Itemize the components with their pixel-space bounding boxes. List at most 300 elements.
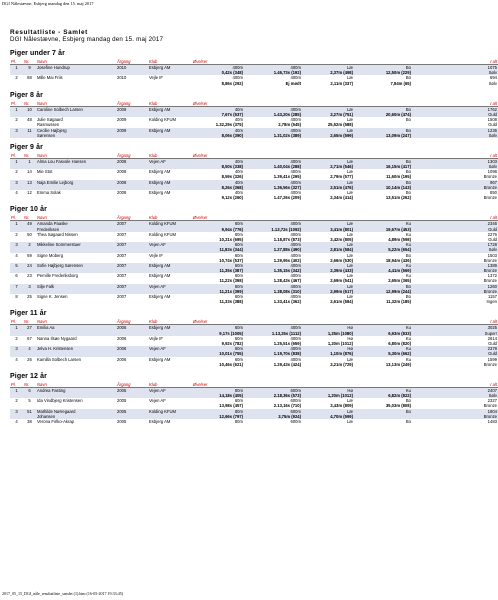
club-name: Esbjerg AM xyxy=(148,106,192,112)
club-name: Esbjerg AM xyxy=(149,419,171,424)
athlete-name: Amanda Paaske xyxy=(36,221,116,227)
event-cell: 1.33,41s (362) xyxy=(273,299,301,305)
total-points: 2614 xyxy=(487,335,497,341)
total-points: 1260 xyxy=(458,284,498,289)
event-cell: 2,99m (617) xyxy=(302,289,354,294)
event-cell: 10,74s (537) xyxy=(219,257,243,263)
club-name: Kolding KFUM xyxy=(148,221,192,227)
event-cell: 1,20m (1012) xyxy=(327,340,353,346)
event-cell: 0,42s (348) xyxy=(192,70,244,75)
results-table xyxy=(10,319,498,367)
event-cell: 400m xyxy=(244,263,302,268)
birth-year: 2010 xyxy=(117,75,127,81)
birth-year: 2007 xyxy=(116,263,148,268)
event-cell: 40m xyxy=(192,158,244,164)
event-cell: 400m xyxy=(244,284,302,289)
event-cell: Læ xyxy=(346,356,353,362)
event-cell: 13,98s (457) xyxy=(219,403,243,409)
total-points: 1508 xyxy=(487,117,497,123)
column-header: Øvelser xyxy=(192,101,244,107)
event-cell: Bo xyxy=(405,117,411,123)
placement: 1 xyxy=(10,387,23,393)
event-cell: 11,33s (388) xyxy=(219,299,243,305)
page-subtitle: DGI Nålestævne, Esbjerg mandag den 15. maj 2017 xyxy=(10,36,164,43)
athlete-name-cont: Rasmussen xyxy=(37,122,60,128)
event-cell: 8,59s (326) xyxy=(221,174,243,180)
medal-label: Bronze xyxy=(483,174,497,180)
placement: 1 xyxy=(10,65,23,71)
event-cell: 400m xyxy=(244,106,302,112)
birth-year: 2008 xyxy=(116,158,148,164)
event-cell: 1.43,20s (285) xyxy=(244,112,302,117)
bib-number: 26 xyxy=(27,356,32,362)
column-header: I alt xyxy=(458,153,498,159)
bib-number: 12 xyxy=(27,190,32,195)
total-points: 1236 xyxy=(458,128,498,133)
placement: 3 xyxy=(10,128,23,133)
athlete-name-cont: Sørensen xyxy=(36,133,116,138)
event-cell: 1.28,43s (467) xyxy=(273,278,301,284)
column-header: Navn xyxy=(36,101,116,107)
bib-number: 14 xyxy=(27,169,32,175)
event-cell: 400m xyxy=(244,180,302,185)
athlete-name: Ida Vindbjerg Kristensen xyxy=(37,398,83,404)
column-header: Pl. xyxy=(10,382,23,388)
total-points: 1389 xyxy=(458,263,498,268)
placement: 3 xyxy=(10,242,23,247)
event-cell: 7,67s (537) xyxy=(192,112,244,117)
event-cell: 1,20m (1012) xyxy=(302,393,354,398)
medal-label: Bronze xyxy=(483,361,497,367)
bib-number: 11 xyxy=(23,128,36,133)
event-cell: 400m xyxy=(192,65,244,71)
total-points: 2407 xyxy=(458,387,498,393)
bib-number: 5 xyxy=(28,398,31,404)
event-cell: 400m xyxy=(290,231,301,237)
event-cell: 1.19,70s (838) xyxy=(244,351,302,356)
event-cell: 9,17s (1005) xyxy=(192,331,244,336)
event-cell: 10,21s (695) xyxy=(219,236,243,242)
athlete-name: Josefine Hundrup xyxy=(36,65,116,71)
event-cell: 1,25m (1080) xyxy=(302,331,354,336)
results-table xyxy=(10,153,498,201)
birth-year: 2009 xyxy=(116,106,148,112)
event-cell: Ku xyxy=(354,221,412,227)
athlete-name-cont xyxy=(36,81,116,86)
section-title: Piger 11 år xyxy=(10,310,47,318)
column-header: Pl. xyxy=(10,319,23,325)
event-cell: 40m xyxy=(192,106,244,112)
event-cell: Ej mødt xyxy=(285,80,301,86)
event-cell: 60m xyxy=(234,398,243,404)
event-cell: 11,35s (387) xyxy=(192,268,244,273)
club-name: Kolding KFUM xyxy=(148,409,192,414)
bib-number: 3 xyxy=(23,284,36,289)
athlete-name: Mikkeline Sommerstuer xyxy=(36,242,116,247)
total-points: 3025 xyxy=(458,325,498,331)
medal-label: Bronze xyxy=(483,257,497,263)
athlete-name-cont xyxy=(36,424,116,429)
birth-year: 2008 xyxy=(117,169,127,175)
athlete-name: Emma Solak xyxy=(37,190,61,195)
event-cell: 400m xyxy=(290,75,301,81)
bib-number: 68 xyxy=(27,75,32,81)
event-cell: 80m xyxy=(192,387,244,393)
event-cell: 12,66s (797) xyxy=(192,414,244,419)
event-cell: Ku xyxy=(405,231,411,237)
athlete-name: Naja Emilie Lejborg xyxy=(36,180,116,185)
event-cell: 60m xyxy=(192,284,244,289)
medal-label: Sølv xyxy=(458,393,498,398)
event-cell: Bo xyxy=(405,169,411,175)
event-cell: Læ xyxy=(346,252,353,258)
column-header: Klub xyxy=(148,153,192,159)
column-header: Årgang xyxy=(116,319,148,325)
event-cell: 2,66m (530) xyxy=(330,257,353,263)
event-cell: 2,34m (414) xyxy=(330,195,353,201)
event-cell: Læ xyxy=(346,398,353,404)
birth-year: 2005 xyxy=(117,398,127,404)
column-header: Årgang xyxy=(116,153,148,159)
club-name: Esbjerg AM xyxy=(149,294,171,299)
event-cell: 60m xyxy=(234,273,243,279)
athlete-name: Nanna Ilsøe Nygaard xyxy=(37,335,77,341)
athlete-name-cont xyxy=(36,362,116,367)
event-cell: 2,79m (577) xyxy=(330,174,353,180)
birth-year: 2007 xyxy=(117,273,127,279)
event-cell: 1.31,02s (389) xyxy=(244,133,302,138)
event-cell: 60m xyxy=(192,346,244,351)
total-points: 967 xyxy=(458,180,498,185)
medal-label: Guld xyxy=(458,227,498,232)
bib-number: 48 xyxy=(27,117,32,123)
event-cell: 11,60m (195) xyxy=(386,174,411,180)
bib-number: 38 xyxy=(27,419,32,424)
event-cell: 400m xyxy=(244,128,302,133)
section-0 xyxy=(10,50,497,86)
club-name: Esbjerg AM xyxy=(148,65,192,71)
event-cell xyxy=(354,424,412,429)
event-cell: 5,22m (654) xyxy=(354,247,412,252)
column-header: Årgang xyxy=(116,101,148,107)
total-points: 1303 xyxy=(458,158,498,164)
event-cell: Læ xyxy=(346,273,353,279)
total-points: 1762 xyxy=(458,106,498,112)
club-name: Vejen AF xyxy=(148,242,192,247)
event-cell: Læ xyxy=(302,65,354,71)
column-header: Årgang xyxy=(116,382,148,388)
total-points: 850 xyxy=(490,190,497,195)
event-cell: 400m xyxy=(290,252,301,258)
event-cell: 1.13,72s (1092) xyxy=(244,227,302,232)
medal-label: Bronze xyxy=(483,195,497,201)
column-header: Navn xyxy=(36,382,116,388)
medal-label xyxy=(458,424,498,429)
athlete-name: Sofie Højbjerg Sørensen xyxy=(36,263,116,268)
athlete-name: Mathilde Nørregaard xyxy=(36,409,116,414)
event-cell: 13,09m (247) xyxy=(354,133,412,138)
event-cell: Ku xyxy=(354,387,412,393)
event-cell: 8,06s (390) xyxy=(192,133,244,138)
event-cell: Hø xyxy=(302,387,354,393)
column-header: Nr. xyxy=(23,101,36,107)
event-cell: 60m xyxy=(234,335,243,341)
event-cell: 11,32m (185) xyxy=(386,299,411,305)
event-cell: 2,61m (584) xyxy=(330,299,353,305)
event-cell: 1.32,29s (375) xyxy=(215,122,243,128)
event-cell: Ku xyxy=(354,242,412,247)
event-cell: 40m xyxy=(192,128,244,133)
column-header: Navn xyxy=(36,319,116,325)
club-name: Vejen AF xyxy=(148,158,192,164)
club-name: Esbjerg AM xyxy=(149,169,171,175)
event-cell: 2,65m (599) xyxy=(302,133,354,138)
placement: 2 xyxy=(15,75,18,81)
athlete-name: Silje Falk xyxy=(36,284,116,289)
event-cell: 2,78m (545) xyxy=(278,122,301,128)
bib-number: 24 xyxy=(23,263,36,268)
event-cell: Hø xyxy=(302,325,354,331)
birth-year: 2010 xyxy=(116,65,148,71)
athlete-name: Signe K. Jensen xyxy=(37,294,68,299)
event-cell: 10,14m (143) xyxy=(354,185,412,190)
table-row xyxy=(10,195,498,200)
event-cell: Læ xyxy=(346,231,353,237)
event-cell: 2,51m (476) xyxy=(302,185,354,190)
medal-label: Bronze xyxy=(458,289,498,294)
event-cell: 60m xyxy=(192,263,244,268)
event-cell: 10,01s (755) xyxy=(192,351,244,356)
club-name: Vejle IF xyxy=(149,252,163,258)
page-title: Resultatliste - Samlet xyxy=(10,29,88,36)
total-points: 1372 xyxy=(487,273,497,279)
bib-number: 50 xyxy=(27,231,32,237)
placement: 2 xyxy=(15,335,18,341)
column-header: Pl. xyxy=(10,59,23,65)
birth-year: 2008 xyxy=(117,190,127,195)
placement: 1 xyxy=(10,325,23,331)
placement: 3 xyxy=(10,409,23,414)
birth-year: 2006 xyxy=(117,335,127,341)
athlete-name: Kamilla Solbech Larsen xyxy=(37,356,81,362)
event-cell: Læ xyxy=(302,242,354,247)
event-cell: 40m xyxy=(192,180,244,185)
event-cell: Bo xyxy=(354,284,412,289)
event-cell: 6,80m (820) xyxy=(388,340,411,346)
column-header: I alt xyxy=(458,59,498,65)
birth-year: 2006 xyxy=(116,346,148,351)
placement: 2 xyxy=(15,117,18,123)
placement: 3 xyxy=(10,346,23,351)
total-points: 2327 xyxy=(487,398,497,404)
column-header: Nr. xyxy=(23,215,36,221)
athlete-name: Mille Mai Friis xyxy=(37,75,63,81)
column-header: Navn xyxy=(36,59,116,65)
total-points: 2378 xyxy=(458,346,498,351)
event-cell: 400m xyxy=(232,75,243,81)
event-cell: Læ xyxy=(346,169,353,175)
placement: 3 xyxy=(10,180,23,185)
event-cell: 35,03m (808) xyxy=(385,403,411,409)
event-cell: 80m xyxy=(234,419,243,424)
medal-label: Bronze xyxy=(483,403,497,409)
column-header: Øvelser xyxy=(192,319,244,325)
club-name: Esbjerg AM xyxy=(148,128,192,133)
event-cell: 9,12s (260) xyxy=(221,195,243,201)
event-cell: 60m xyxy=(234,356,243,362)
event-cell: Bo xyxy=(354,128,412,133)
total-points: 2346 xyxy=(458,221,498,227)
column-header: Øvelser xyxy=(192,382,244,388)
table-row xyxy=(10,81,498,86)
event-cell: 9,92s (782) xyxy=(221,340,243,346)
event-cell: Læ xyxy=(346,294,353,299)
event-cell: 2.18,36s (573) xyxy=(244,393,302,398)
event-cell xyxy=(244,424,302,429)
placement: 2 xyxy=(15,398,18,404)
section-1 xyxy=(10,91,497,138)
event-cell: Bo xyxy=(405,190,411,195)
table-row xyxy=(10,299,498,304)
column-header: Pl. xyxy=(10,215,23,221)
bib-number: 69 xyxy=(27,252,32,258)
event-cell: 400m xyxy=(244,65,302,71)
athlete-name-cont xyxy=(36,195,116,200)
athlete-name: Caroline Solbech Larsen xyxy=(36,106,116,112)
placement: 7 xyxy=(10,284,23,289)
column-header: Årgang xyxy=(116,59,148,65)
event-cell: 25,52m (588) xyxy=(327,122,353,128)
birth-year: 2007 xyxy=(117,252,127,258)
athlete-name: Jelva H. Kristensen xyxy=(36,346,116,351)
club-name: Vejle IF xyxy=(149,335,163,341)
club-name: Esbjerg AM xyxy=(149,273,171,279)
event-cell: 400m xyxy=(290,335,301,341)
birth-year: 2005 xyxy=(116,409,148,414)
event-cell: 10,46s (621) xyxy=(219,361,243,367)
event-cell: 400m xyxy=(290,117,301,123)
bib-number: 6 xyxy=(23,387,36,393)
placement: 1 xyxy=(10,221,23,227)
medal-label: Guld xyxy=(488,340,497,346)
event-cell: 14,18s (405) xyxy=(192,393,244,398)
event-cell: 3,21m (729) xyxy=(330,361,353,367)
event-cell: 1.13,25s (1112) xyxy=(244,331,302,336)
athlete-name: Cecilie Højbjerg xyxy=(36,128,116,133)
column-header: Årgang xyxy=(116,215,148,221)
event-cell: Læ xyxy=(302,158,354,164)
event-cell: 40m xyxy=(234,190,243,195)
event-cell: Læ xyxy=(302,180,354,185)
event-cell: 12,99m (244) xyxy=(354,289,412,294)
event-cell: Læ xyxy=(302,221,354,227)
event-cell: 600m xyxy=(244,409,302,414)
club-name: Esbjerg AM xyxy=(148,325,192,331)
event-cell: 2,37m (498) xyxy=(302,70,354,75)
event-cell: 1.38,08s (310) xyxy=(244,289,302,294)
table-row xyxy=(10,424,498,429)
event-cell: 80m xyxy=(192,409,244,414)
birth-year: 2009 xyxy=(117,117,127,123)
event-cell: 3,41m (801) xyxy=(302,227,354,232)
bib-number: 25 xyxy=(27,294,32,299)
event-cell: 3,75m (924) xyxy=(244,414,302,419)
athlete-name: Julie Søgaard xyxy=(37,117,63,123)
birth-year: 2006 xyxy=(117,356,127,362)
club-name: Vejen AF xyxy=(148,387,192,393)
event-cell: 12,50m (229) xyxy=(354,70,412,75)
event-cell: 60m xyxy=(234,252,243,258)
section-title: Piger 10 år xyxy=(10,206,47,214)
event-cell: Hø xyxy=(347,335,353,341)
club-name: Kolding KFUM xyxy=(149,231,176,237)
section-title: Piger under 7 år xyxy=(10,50,65,57)
event-cell: 1.46,73s (192) xyxy=(244,70,302,75)
event-cell: 1.18,87s (873) xyxy=(273,236,301,242)
event-cell: 13,51m (262) xyxy=(385,195,411,201)
bib-number: 27 xyxy=(23,325,36,331)
column-header: Nr. xyxy=(23,59,36,65)
event-cell: 1.36,56s (327) xyxy=(244,185,302,190)
event-cell: 13,13m (249) xyxy=(385,361,411,367)
birth-year: 2008 xyxy=(116,180,148,185)
bib-number: 51 xyxy=(23,409,36,414)
club-name: Vejen AF xyxy=(149,398,166,404)
event-cell: Læ xyxy=(302,106,354,112)
event-cell: 2,39m (433) xyxy=(302,268,354,273)
event-cell: 8,26s (368) xyxy=(192,185,244,190)
column-header: I alt xyxy=(458,101,498,107)
total-points: 1483 xyxy=(487,419,497,424)
event-cell: 3,27m (751) xyxy=(302,112,354,117)
section-title: Piger 12 år xyxy=(10,372,47,380)
total-points: 694 xyxy=(490,75,497,81)
event-cell: 600m xyxy=(290,419,301,424)
column-header: Øvelser xyxy=(192,153,244,159)
event-cell: 40m xyxy=(234,117,243,123)
athlete-name-cont: Frederiksen xyxy=(36,227,116,232)
event-cell: 2.13,16s (710) xyxy=(273,403,301,409)
event-cell: Bo xyxy=(405,294,411,299)
event-cell: 400m xyxy=(244,158,302,164)
birth-year: 2006 xyxy=(116,325,148,331)
event-cell: 400m xyxy=(244,346,302,351)
total-points: 1098 xyxy=(487,169,497,175)
event-cell: 16,15m (417) xyxy=(354,164,412,169)
event-cell: 2,81m (584) xyxy=(302,247,354,252)
bib-number: 10 xyxy=(23,106,36,112)
event-cell: Ku xyxy=(405,335,411,341)
birth-year: 2009 xyxy=(116,128,148,133)
event-cell: 60m xyxy=(192,242,244,247)
event-cell: 400m xyxy=(244,221,302,227)
medal-label: Guld xyxy=(458,112,498,117)
placement: 1 xyxy=(10,158,23,164)
placement: 4 xyxy=(15,190,18,195)
placement: 5 xyxy=(10,263,23,268)
event-cell: Læ xyxy=(346,190,353,195)
athlete-name: Thea Søgaard Nissen xyxy=(37,231,78,237)
column-header: Nr. xyxy=(23,382,36,388)
athlete-name: Pernille Frederiksborg xyxy=(37,273,78,279)
medal-label: Sølv xyxy=(488,80,497,86)
birth-year: 2007 xyxy=(116,221,148,227)
event-cell: 600m xyxy=(290,398,301,404)
page-footer-text: 2017_05_15_DGI_nåle_resultatliste_samlet (1).htm (16-05-2017 19:33:45) xyxy=(2,591,124,596)
event-cell: Læ xyxy=(302,409,354,414)
event-cell: Bo xyxy=(405,252,411,258)
results-table xyxy=(10,101,498,138)
